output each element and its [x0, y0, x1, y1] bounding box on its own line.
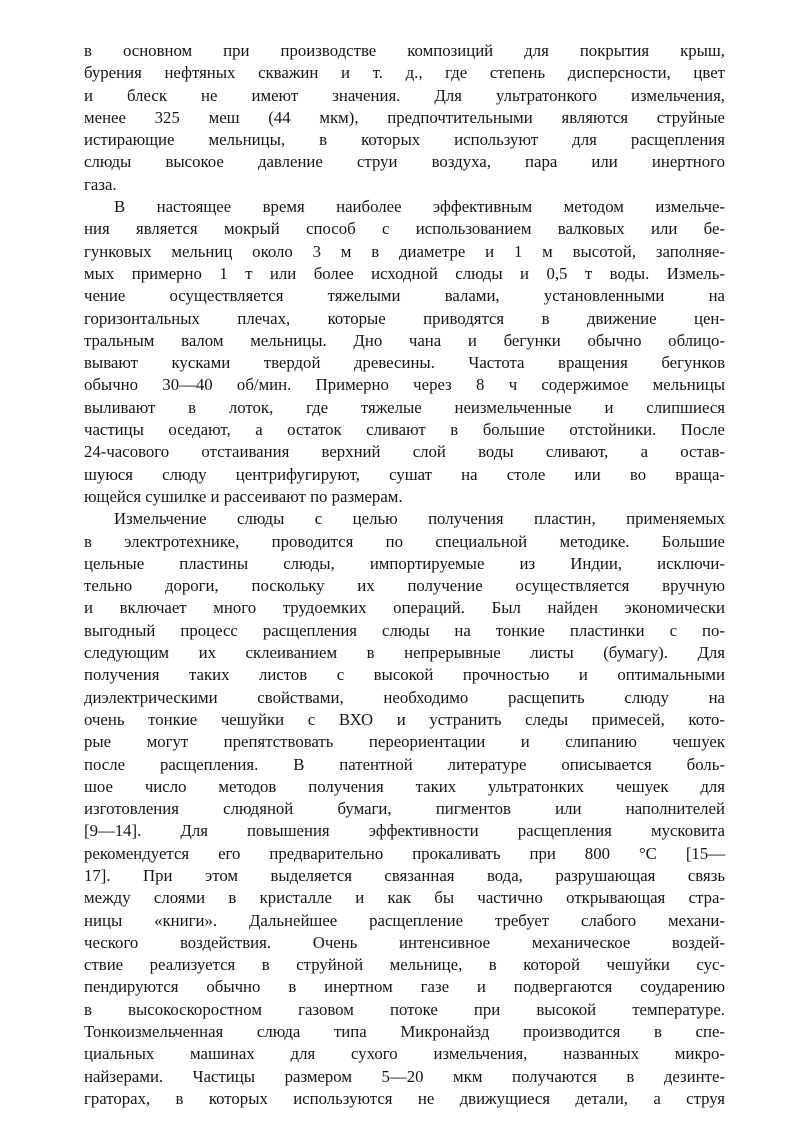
text-line: и блеск не имеют значения. Для ультратонкого измельчения,	[84, 85, 725, 105]
text-line: граторах, в которых используются не движущиеся детали, а струя	[84, 1088, 725, 1108]
text-line: шое число методов получения таких ультратонких чешуек для	[84, 776, 725, 796]
text-line: частицы оседают, а остаток сливают в большие отстойники. После	[84, 420, 725, 440]
text-line: между слоями в кристалле и как бы частично открывающая стра-	[84, 888, 725, 908]
text-line: после расщепления. В патентной литературе описывается боль-	[84, 754, 725, 774]
text-line: Измельчение слюды с целью получения пластин, применяемых	[114, 509, 725, 529]
text-line: газа.	[84, 174, 117, 194]
text-line: ницы «книги». Дальнейшее расщепление требует слабого механи-	[84, 910, 725, 930]
text-line: в высокоскоростном газовом потоке при высокой температуре.	[84, 999, 725, 1019]
paragraph-2	[84, 196, 725, 508]
document-page	[84, 40, 725, 1110]
paragraph-3	[84, 508, 725, 1110]
text-line: следующим их склеиванием в непрерывные листы (бумагу). Для	[84, 643, 725, 663]
text-line: очень тонкие чешуйки с ВХО и устранить следы примесей, кото-	[84, 709, 725, 729]
text-line: [9—14]. Для повышения эффективности расщепления мусковита	[84, 821, 725, 841]
text-line: 17]. При этом выделяется связанная вода, разрушающая связь	[84, 865, 725, 885]
text-line: горизонтальных плечах, которые приводятся в движение цен-	[84, 308, 725, 328]
text-line: диэлектрическими свойствами, необходимо расщепить слюду на	[84, 687, 725, 707]
text-line: цельные пластины слюды, импортируемые из Индии, исключи-	[84, 553, 725, 573]
text-line: найзерами. Частицы размером 5—20 мкм получаются в дезинте-	[84, 1066, 725, 1086]
text-line: рые могут препятствовать переориентации и слипанию чешуек	[84, 732, 725, 752]
text-line: менее 325 меш (44 мкм), предпочтительными являются струйные	[84, 107, 725, 127]
text-line: В настоящее время наиболее эффективным методом измельче-	[114, 197, 725, 217]
text-line: шуюся слюду центрифугируют, сушат на столе или во враща-	[84, 464, 725, 484]
text-line: тельно дороги, поскольку их получение осуществляется вручную	[84, 576, 725, 596]
text-line: обычно 30—40 об/мин. Примерно через 8 ч содержимое мельницы	[84, 375, 725, 395]
text-line: в электротехнике, проводится по специальной методике. Большие	[84, 531, 725, 551]
text-line: рекомендуется его предварительно прокаливать при 800 °С [15—	[84, 843, 725, 863]
text-line: мых примерно 1 т или более исходной слюды и 0,5 т воды. Измель-	[84, 263, 725, 283]
paragraph-1	[84, 40, 725, 196]
text-line: 24-часового отстаивания верхний слой воды сливают, а остав-	[84, 442, 725, 462]
text-line: истирающие мельницы, в которых используют для расщепления	[84, 130, 725, 150]
text-line: выгодный процесс расщепления слюды на тонкие пластинки с по-	[84, 620, 725, 640]
text-line: выливают в лоток, где тяжелые неизмельченные и слипшиеся	[84, 397, 725, 417]
text-line: гунковых мельниц около 3 м в диаметре и 1 м высотой, заполняе-	[84, 241, 725, 261]
text-line: получения таких листов с высокой прочностью и оптимальными	[84, 665, 725, 685]
text-line: вывают кусками твердой древесины. Частота вращения бегунков	[84, 353, 725, 373]
text-line: ния является мокрый способ с использованием валковых или бе-	[84, 219, 725, 239]
text-line: и включает много трудоемких операций. Был найден экономически	[84, 598, 725, 618]
text-line: бурения нефтяных скважин и т. д., где степень дисперсности, цвет	[84, 63, 725, 83]
text-line: чение осуществляется тяжелыми валами, установленными на	[84, 286, 725, 306]
text-line: ствие реализуется в струйной мельнице, в которой чешуйки сус-	[84, 955, 725, 975]
text-line: изготовления слюдяной бумаги, пигментов или наполнителей	[84, 799, 725, 819]
text-line: циальных машинах для сухого измельчения, названных микро-	[84, 1044, 725, 1064]
text-line: Тонкоизмельченная слюда типа Микронайзд производится в спе-	[84, 1022, 725, 1042]
text-line: в основном при производстве композиций для покрытия крыш,	[84, 41, 725, 60]
text-line: слюды высокое давление струи воздуха, пара или инертного	[84, 152, 725, 172]
text-line: пендируются обычно в инертном газе и подвергаются соударению	[84, 977, 725, 997]
text-line: тральным валом мельницы. Дно чана и бегунки обычно облицо-	[84, 330, 725, 350]
text-line: ющейся сушилке и рассеивают по размерам.	[84, 486, 403, 506]
text-line: ческого воздействия. Очень интенсивное механическое воздей-	[84, 932, 725, 952]
